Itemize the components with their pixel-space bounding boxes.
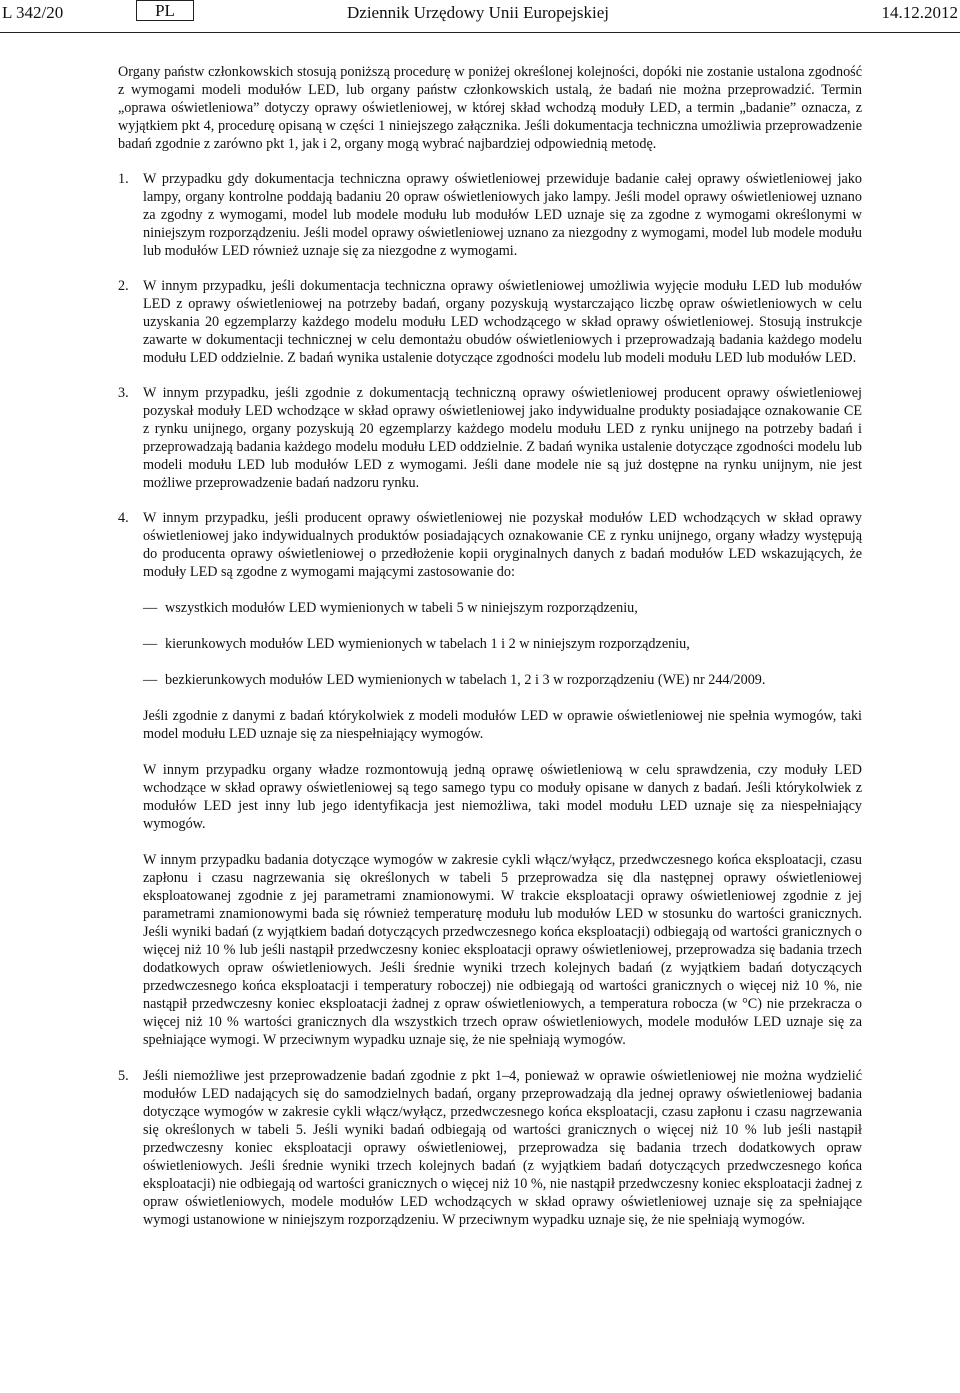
dash-text: bezkierunkowych modułów LED wymienionych w tabelach 1, 2 i 3 w rozporządzeniu (WE) nr 244/2009. [165, 672, 766, 688]
paragraph-testing: W innym przypadku badania dotyczące wymogów w zakresie cykli włącz/wyłącz, przedwczesnego końca eksploatacji, czasu zapłonu i czasu nagrzewania się określonych w tabeli 5 przeprowadza się dla następnej oprawy oświetleniowej eksploatowanej zgodnie z jej parametrami znamionowymi. W trakcie eksploatacji oprawy oświetleniowej zgodnie z jej parametrami znamionowymi bada się również temperaturę modułu lub modułów LED w stosunku do wartości granicznych. Jeśli wyniki badań (z wyjątkiem badań dotyczących przedwczesnego końca eksploatacji) odbiegają od wartości granicznych o więcej niż 10 % lub jeśli nastąpił przedwczesny koniec eksploatacji oprawy oświetleniowej, przeprowadza się badania trzech dodatkowych opraw oświetleniowych. Jeśli średnie wyniki trzech kolejnych badań (z wyjątkiem badań dotyczących przedwczesnego końca eksploatacji i temperatury roboczej) nie odbiegają od wartości granicznych o więcej niż 10 %, nie nastąpił przedwczesny koniec eksploatacji żadnej z opraw oświetleniowych, a temperatura robocza (w °C) nie przekracza o więcej niż 10 % wartości granicznych dla wszystkich trzech opraw oświetleniowych, modele modułów LED uznaje się za spełniające wymogi. W przeciwnym wypadku uznaje się, że nie spełniają wymogów. [143, 852, 862, 1048]
item-number: 5. [118, 1068, 129, 1084]
item-text: W innym przypadku, jeśli dokumentacja techniczna oprawy oświetleniowej umożliwia wyjęcie modułu LED lub modułów LED z oprawy oświetleniowej na potrzeby badań, organy pozyskują wystarczająco liczbę opraw oświetleniowych w celu uzyskania 20 egzemplarzy każdego modelu modułu LED wchodzącego w skład oprawy oświetleniowej. Stosują instrukcje zawarte w dokumentacji technicznej w celu demontażu obudów oświetleniowych i przeprowadzają badania każdego modelu modułu LED oddzielnie. Z badań wynika ustalenie dotyczące zgodności modelu lub modeli modułu LED lub modułów LED. [143, 278, 862, 366]
publication-date: 14.12.2012 [881, 3, 958, 22]
item-text: W przypadku gdy dokumentacja techniczna oprawy oświetleniowej przewiduje badanie całej oprawy oświetleniowej jako lampy, organy kontrolne poddają badaniu 20 opraw oświetleniowych jako lampy. Jeśli model oprawy oświetleniowej uznano za zgodny z wymogami, model lub modele modułu lub modułów LED uznaje się za zgodne z wymogami określonymi w niniejszym rozporządzeniu. Jeśli model oprawy oświetleniowej uznano za niezgodny z wymogami, model lub modele modułu lub modułów LED również uznaje się za niezgodne z wymogami. [143, 171, 862, 259]
item-text: Jeśli niemożliwe jest przeprowadzenie badań zgodnie z pkt 1–4, ponieważ w oprawie oświetleniowej nie można wydzielić modułów LED nadających się do samodzielnych badań, organy przeprowadzają dla jednej oprawy oświetleniowej badania dotyczące wymogów w zakresie cykli włącz/wyłącz, przedwczesnego końca eksploatacji, czasu zapłonu i czasu nagrzewania się określonych w tabeli 5. Jeśli wyniki badań odbiegają od wartości granicznych o więcej niż 10 % lub jeśli nastąpił przedwczesny koniec eksploatacji oprawy oświetleniowej, przeprowadza się badania trzech dodatkowych opraw oświetleniowych. Jeśli średnie wyniki trzech kolejnych badań (z wyjątkiem badań dotyczących przedwczesnego końca eksploatacji) nie odbiegają od wartości granicznych o więcej niż 10 %, nie nastąpił przedwczesny koniec eksploatacji żadnej z opraw oświetleniowych, modele modułów LED wchodzących w skład oprawy oświetleniowej uznaje się za spełniające wymogi ustanowione w niniejszym rozporządzeniu. W przeciwnym wypadku uznaje się, że nie spełniają wymogów. [143, 1068, 862, 1228]
dash-bullet: — [143, 600, 158, 616]
paragraph-dismantling: W innym przypadku organy władze rozmontowują jedną oprawę oświetleniową w celu sprawdzenia, czy moduły LED wchodzące w skład oprawy oświetleniowej są tego samego typu co moduły opisane w danych z badań. Jeśli którykolwiek z modułów LED jest inny lub jego identyfikacja jest niemożliwa, taki model modułu LED uznaje się za niespełniający wymogów. [143, 762, 862, 832]
numbered-item-2 [118, 277, 862, 367]
numbered-item-5 [118, 1067, 862, 1229]
dash-text: kierunkowych modułów LED wymienionych w tabelach 1 i 2 w niniejszym rozporządzeniu, [165, 636, 690, 652]
item-text: W innym przypadku, jeśli zgodnie z dokumentacją techniczną oprawy oświetleniowej producent oprawy oświetleniowej pozyskał moduły LED wchodzące w skład oprawy oświetleniowej jako indywidualne produkty posiadające oznakowanie CE z rynku unijnego, organy pozyskują 20 egzemplarzy każdego modelu modułu LED z rynku unijnego na potrzeby badań i przeprowadzają badania każdego modelu modułu LED oddzielnie. Z badań wynika ustalenie dotyczące zgodności modelu lub modeli modułu LED lub modułów LED z wymogami. Jeśli dane modele nie są już dostępne na rynku unijnym, nie jest możliwe przeprowadzenie badań nadzoru rynku. [143, 385, 862, 491]
dash-list-item [118, 635, 862, 653]
intro-paragraph: Organy państw członkowskich stosują poniższą procedurę w poniżej określonej kolejności, dopóki nie zostanie ustalona zgodność z wymogami modeli modułów LED, lub organy państw członkowskich ustalą, że badań nie można przeprowadzić. Termin „oprawa oświetleniowa” dotyczy oprawy oświetleniowej, w której skład wchodzą moduły LED, a termin „badanie” oznacza, z wyjątkiem pkt 4, procedurę opisaną w części 1 niniejszego załącznika. Jeśli dokumentacja techniczna umożliwia przeprowadzenie badań zgodnie z zarówno pkt 1, jak i 2, organy mogą wybrać najbardziej odpowiednią metodę. [118, 64, 862, 152]
header-divider [0, 32, 960, 33]
dash-list-item [118, 599, 862, 617]
numbered-item-4 [118, 509, 862, 581]
dash-bullet: — [143, 636, 158, 652]
item-number: 4. [118, 510, 129, 526]
item-text: W innym przypadku, jeśli producent oprawy oświetleniowej nie pozyskał modułów LED wchodzących w skład oprawy oświetleniowej jako indywidualnych produktów posiadających oznakowanie CE z rynku unijnego, organy władzy występują do producenta oprawy oświetleniowej o przedłożenie kopii oryginalnych danych z badań modułów LED wskazujących, że moduły LED są zgodne z wymogami mającymi zastosowanie do: [143, 510, 862, 580]
page-header [0, 0, 960, 32]
item-number: 1. [118, 171, 129, 187]
dash-bullet: — [143, 672, 158, 688]
paragraph-noncompliance: Jeśli zgodnie z danymi z badań którykolwiek z modeli modułów LED w oprawie oświetleniowej nie spełnia wymogów, taki model modułu LED uznaje się za niespełniający wymogów. [143, 708, 862, 742]
numbered-item-3 [118, 384, 862, 492]
dash-list-item [118, 671, 862, 689]
page-reference: L 342/20 [2, 3, 64, 22]
numbered-item-1 [118, 170, 862, 260]
language-badge: PL [136, 0, 194, 21]
journal-title: Dziennik Urzędowy Unii Europejskiej [347, 3, 610, 22]
document-body [118, 63, 862, 1229]
dash-text: wszystkich modułów LED wymienionych w tabeli 5 w niniejszym rozporządzeniu, [165, 600, 638, 616]
item-number: 3. [118, 385, 129, 401]
item-number: 2. [118, 278, 129, 294]
